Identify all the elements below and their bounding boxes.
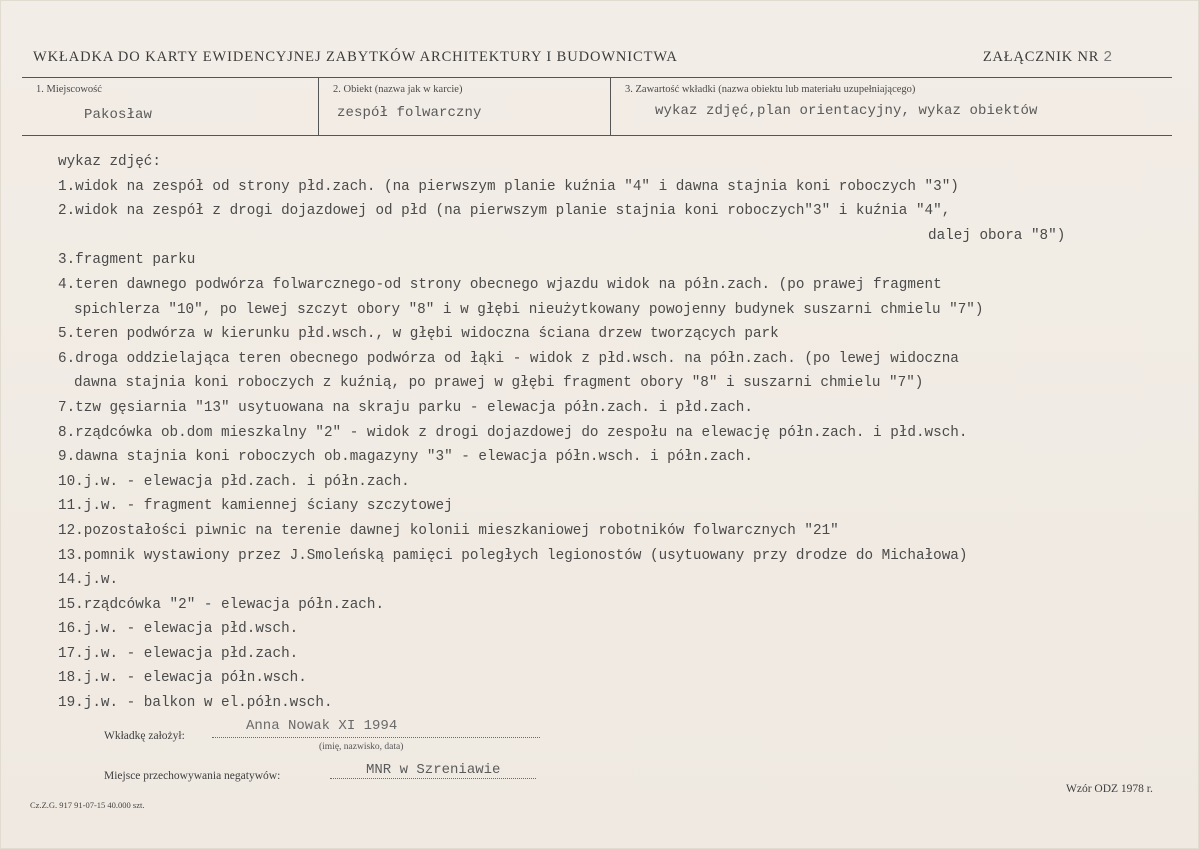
list-item (58, 544, 1168, 569)
signature-dotted-line (212, 737, 540, 738)
list-item-text: 7.tzw gęsiarnia "13" usytuowana na skraju parku - elewacja półn.zach. i płd.zach. (58, 399, 753, 416)
annex-number: 2 (1103, 49, 1113, 66)
fields-row (22, 77, 1172, 136)
list-item-text: 17.j.w. - elewacja płd.zach. (58, 645, 299, 662)
print-info: Cz.Z.G. 917 91-07-15 40.000 szt. (30, 800, 145, 810)
signature-row (104, 718, 544, 752)
list-item-text: 14.j.w. (58, 572, 119, 589)
list-item-text: 4.teren dawnego podwórza folwarcznego-od strony obecnego wjazdu widok na półn.zach. (po prawej fragment (58, 276, 942, 293)
list-item (58, 666, 1168, 691)
negatives-row (104, 762, 544, 790)
field-contents (611, 78, 1172, 135)
field-contents-value: wykaz zdjęć,plan orientacyjny, wykaz obiektów (655, 103, 1038, 119)
field-object-value: zespół folwarczny (337, 105, 482, 121)
signature-label: Wkładkę założył: (104, 730, 185, 742)
list-item-text: 12.pozostałości piwnic na terenie dawnej kolonii mieszkaniowej robotników folwarcznych "21" (58, 522, 839, 539)
list-item-text: 2.widok na zespół z drogi dojazdowej od płd (na pierwszym planie stajnia koni roboczych"3" i kuźnia "4", (58, 203, 951, 220)
list-item (58, 322, 1168, 347)
list-item (58, 470, 1168, 495)
list-item (58, 396, 1168, 421)
list-item-text: 19.j.w. - balkon w el.półn.wsch. (58, 695, 333, 712)
list-item (58, 347, 1168, 396)
list-item (58, 445, 1168, 470)
list-item (58, 691, 1168, 716)
list-item-text: 1.widok na zespół od strony płd.zach. (na pierwszym planie kuźnia "4" i dawna stajnia koni roboczych "3") (58, 178, 959, 195)
list-item-continuation: dalej obora "8") (928, 227, 1066, 244)
list-item-text: 18.j.w. - elewacja półn.wsch. (58, 670, 307, 687)
list-item (58, 273, 1168, 322)
list-item-text: 9.dawna stajnia koni roboczych ob.magazyny "3" - elewacja półn.wsch. i półn.zach. (58, 449, 753, 466)
list-item-continuation: dawna stajnia koni roboczych z kuźnią, po prawej w głębi fragment obory "8" i suszarni chmielu "7") (74, 375, 924, 392)
field-locality-label: 1. Miejscowość (36, 84, 102, 95)
annex-label (983, 49, 1113, 66)
list-item (58, 199, 1168, 248)
list-item-text: 13.pomnik wystawiony przez J.Smoleńską pamięci poległych legionostów (usytuowany przy drodze do Michałowa) (58, 547, 968, 564)
list-item-text: 15.rządcówka "2" - elewacja półn.zach. (58, 596, 385, 613)
list-item (58, 248, 1168, 273)
field-locality-value: Pakosław (84, 107, 153, 123)
list-item (58, 175, 1168, 200)
field-locality (22, 78, 319, 135)
list-item (58, 642, 1168, 667)
form-pattern: Wzór ODZ 1978 r. (1066, 783, 1153, 795)
photo-list-intro: wykaz zdjęć: (58, 154, 161, 170)
field-contents-label: 3. Zawartość wkładki (nazwa obiektu lub materiału uzupełniającego) (625, 84, 916, 95)
list-item-text: 5.teren podwórza w kierunku płd.wsch., w głębi widoczna ściana drzew tworzących park (58, 326, 779, 343)
photo-list (58, 150, 1168, 716)
list-item (58, 617, 1168, 642)
list-item-text: 8.rządcówka ob.dom mieszkalny "2" - widok z drogi dojazdowej do zespołu na elewację półn.zach. i płd.wsch. (58, 424, 968, 441)
list-item-text: 10.j.w. - elewacja płd.zach. i półn.zach. (58, 473, 410, 490)
annex-label-text: ZAŁĄCZNIK NR (982, 49, 1100, 65)
list-item-text: 16.j.w. - elewacja płd.wsch. (58, 621, 299, 638)
list-item (58, 494, 1168, 519)
list-item-text: 6.droga oddzielająca teren obecnego podwórza od łąki - widok z płd.wsch. na półn.zach. (po lewej widoczna (58, 350, 959, 367)
list-item (58, 421, 1168, 446)
negatives-value: MNR w Szreniawie (366, 762, 501, 778)
list-item-text: 3.fragment parku (58, 252, 196, 269)
signature-hint: (imię, nazwisko, data) (319, 742, 404, 752)
negatives-dotted-line (330, 778, 536, 779)
negatives-label: Miejsce przechowywania negatywów: (104, 770, 281, 782)
list-item (58, 568, 1168, 593)
field-object-label: 2. Obiekt (nazwa jak w karcie) (333, 84, 463, 95)
list-item-text: 11.j.w. - fragment kamiennej ściany szczytowej (58, 498, 453, 515)
field-object (319, 78, 611, 135)
card-title: WKŁADKA DO KARTY EWIDENCYJNEJ ZABYTKÓW ARCHITEKTURY I BUDOWNICTWA (33, 49, 678, 65)
signature-value: Anna Nowak XI 1994 (246, 718, 398, 734)
list-item (58, 593, 1168, 618)
list-item (58, 519, 1168, 544)
list-item-continuation: spichlerza "10", po lewej szczyt obory "8" i w głębi nieużytkowany powojenny budynek suszarni chmielu "7") (74, 301, 984, 318)
